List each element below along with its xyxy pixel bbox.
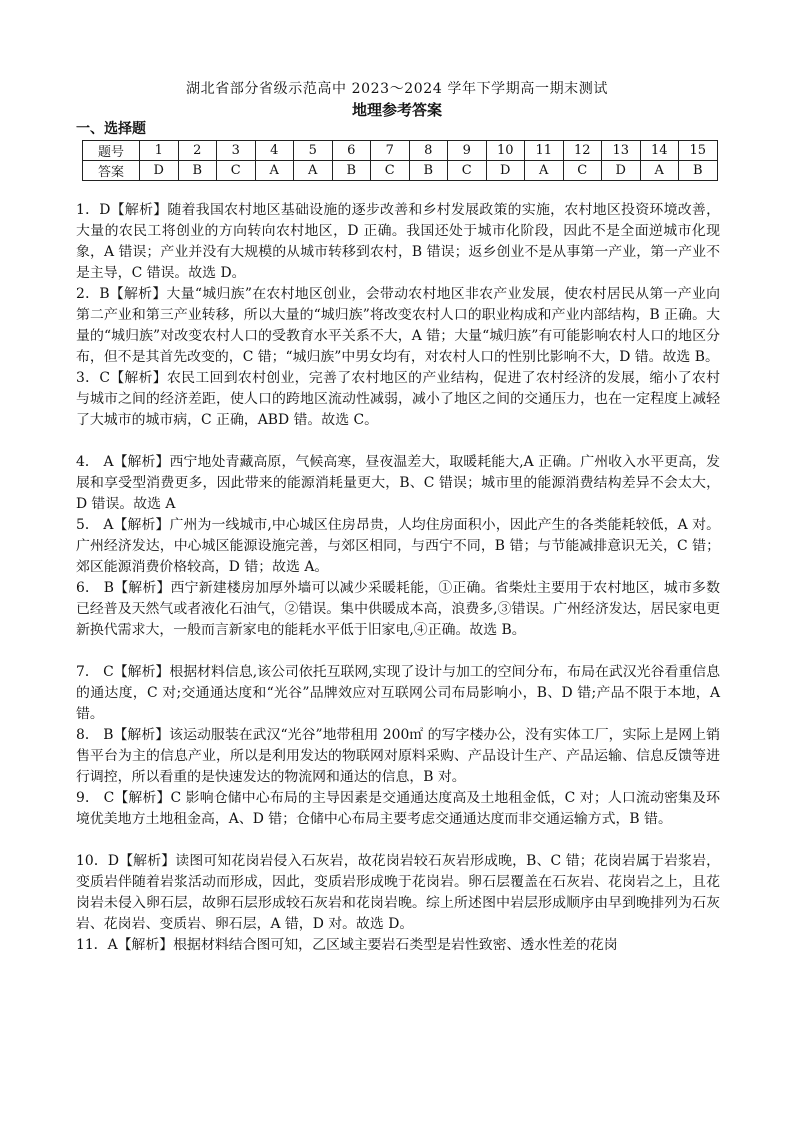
- answer-cell: A: [294, 161, 333, 181]
- explanations: [76, 200, 720, 956]
- question-number-cell: 7: [371, 141, 410, 161]
- answer-cell: A: [255, 161, 294, 181]
- question-number-cell: 14: [640, 141, 679, 161]
- answer-cell: B: [679, 161, 718, 181]
- explanation-paragraph: 2．B【解析】大量“城归族”在农村地区创业，会带动农村地区非农产业发展，使农村居民从第一产业向第二产业和第三产业转移，所以大量的“城归族”将改变农村人口的职业构成和产业内部结构，B 正确。大量的“城归族”对改变农村人口的受教育水平关系不大，A 错；大量“城归族”有可能影响农村人口的地区分布，但不是其首先改变的，C 错；“城归族”中男女均有，对农村人口的性别比影响不大，D 错。故选 B。: [76, 286, 720, 365]
- explanation-paragraph: 10．D【解析】读图可知花岗岩侵入石灰岩，故花岗岩较石灰岩形成晚，B、C 错；花岗岩属于岩浆岩，变质岩伴随着岩浆活动而形成，因此，变质岩形成晚于花岗岩。卵石层覆盖在石灰岩、花岗岩之上，且花岗岩未侵入卵石层，故卵石层形成较石灰岩和花岗岩晚。综上所述图中岩层形成顺序由早到晚排列为石灰岩、花岗岩、变质岩、卵石层，A 错，D 对。故选 D。: [76, 853, 720, 932]
- explanation-paragraph: 1．D【解析】随着我国农村地区基础设施的逐步改善和乡村发展政策的实施，农村地区投资环境改善，大量的农民工将创业的方向转向农村地区，D 正确。我国还处于城市化阶段，因此不是全面逆城市化现象，A 错误；产业并没有大规模的从城市转移到农村，B 错误；返乡创业不是从事第一产业，第一产业不是主导，C 错误。故选 D。: [76, 202, 720, 281]
- exam-title: 湖北省部分省级示范高中 2023～2024 学年下学期高一期末测试: [186, 81, 608, 97]
- question-number-cell: 13: [602, 141, 641, 161]
- explanation-paragraph: 6． B【解析】西宁新建楼房加厚外墙可以减少采暖耗能，①正确。省柴灶主要用于农村地区，城市多数已经普及天然气或者液化石油气，②错误。集中供暖成本高，浪费多,③错误。广州经济发达，居民家电更新换代需求大，一般而言新家电的能耗水平低于旧家电,④正确。故选 B。: [76, 580, 720, 638]
- question-number-cell: 12: [563, 141, 602, 161]
- answer-table: [82, 140, 718, 181]
- answer-cell: C: [563, 161, 602, 181]
- question-number-cell: 6: [332, 141, 371, 161]
- paragraph-gap: [76, 830, 720, 851]
- question-number-cell: 8: [409, 141, 448, 161]
- question-number-row: [83, 141, 718, 161]
- question-number-cell: 11: [525, 141, 564, 161]
- section-heading: 一、选择题: [76, 121, 146, 137]
- question-number-cell: 2: [178, 141, 217, 161]
- answer-cell: C: [371, 161, 410, 181]
- answer-cell: D: [602, 161, 641, 181]
- answer-cell: B: [332, 161, 371, 181]
- question-number-cell: 10: [486, 141, 525, 161]
- answer-cell: A: [640, 161, 679, 181]
- row-label-number: 题号: [83, 141, 140, 161]
- answer-cell: C: [448, 161, 487, 181]
- answer-row: [83, 161, 718, 181]
- explanation-paragraph: 9． C【解析】C 影响仓储中心布局的主导因素是交通通达度高及土地租金低，C 对；人口流动密集及环境优美地方土地租金高，A、D 错；仓储中心布局主要考虑交通通达度而非交通运输方式，B 错。: [76, 790, 720, 827]
- question-number-cell: 5: [294, 141, 333, 161]
- paragraph-gap: [76, 641, 720, 662]
- answer-cell: B: [409, 161, 448, 181]
- explanation-paragraph: 4． A【解析】西宁地处青藏高原，气候高寒，昼夜温差大，取暖耗能大,A 正确。广州收入水平更高，发展和享受型消费更多，因此带来的能源消耗量更大，B、C 错误；城市里的能源消费结构差异不会太大，D 错误。故选 A: [76, 454, 720, 512]
- answer-cell: B: [178, 161, 217, 181]
- answer-cell: D: [140, 161, 179, 181]
- explanation-paragraph: 7． C【解析】根据材料信息,该公司依托互联网,实现了设计与加工的空间分布，布局在武汉光谷看重信息的通达度，C 对;交通通达度和“光谷”品牌效应对互联网公司布局影响小，B、D 错;产品不限于本地，A 错。: [76, 664, 720, 722]
- question-number-cell: 1: [140, 141, 179, 161]
- explanation-paragraph: 3．C【解析】农民工回到农村创业，完善了农村地区的产业结构，促进了农村经济的发展，缩小了农村与城市之间的经济差距，使人口的跨地区流动性减弱，减小了地区之间的交通压力，也在一定程度上减轻了大城市的城市病，C 正确，ABD 错。故选 C。: [76, 370, 720, 428]
- answer-cell: C: [217, 161, 256, 181]
- paragraph-gap: [76, 431, 720, 452]
- question-number-cell: 15: [679, 141, 718, 161]
- answer-cell: D: [486, 161, 525, 181]
- row-label-answer: 答案: [83, 161, 140, 181]
- answer-heading: 地理参考答案: [351, 101, 442, 119]
- explanation-paragraph: 5． A【解析】广州为一线城市,中心城区住房昂贵，人均住房面积小，因此产生的各类能耗较低，A 对。广州经济发达，中心城区能源设施完善，与郊区相同，与西宁不同，B 错；与节能减排意识无关，C 错；郊区能源消费价格较高，D 错；故选 A。: [76, 517, 720, 575]
- question-number-cell: 3: [217, 141, 256, 161]
- question-number-cell: 9: [448, 141, 487, 161]
- explanation-paragraph: 8． B【解析】该运动服装在武汉“光谷”地带租用 200㎡ 的写字楼办公，没有实体工厂，实际上是网上销售平台为主的信息产业，所以是利用发达的物联网对原料采购、产品设计生产、产品运输、信息反馈等进行调控，所以看重的是快速发达的物流网和通达的信息，B 对。: [76, 727, 720, 785]
- answer-cell: A: [525, 161, 564, 181]
- explanation-paragraph: 11．A【解析】根据材料结合图可知，乙区域主要岩石类型是岩性致密、透水性差的花岗: [76, 937, 618, 953]
- question-number-cell: 4: [255, 141, 294, 161]
